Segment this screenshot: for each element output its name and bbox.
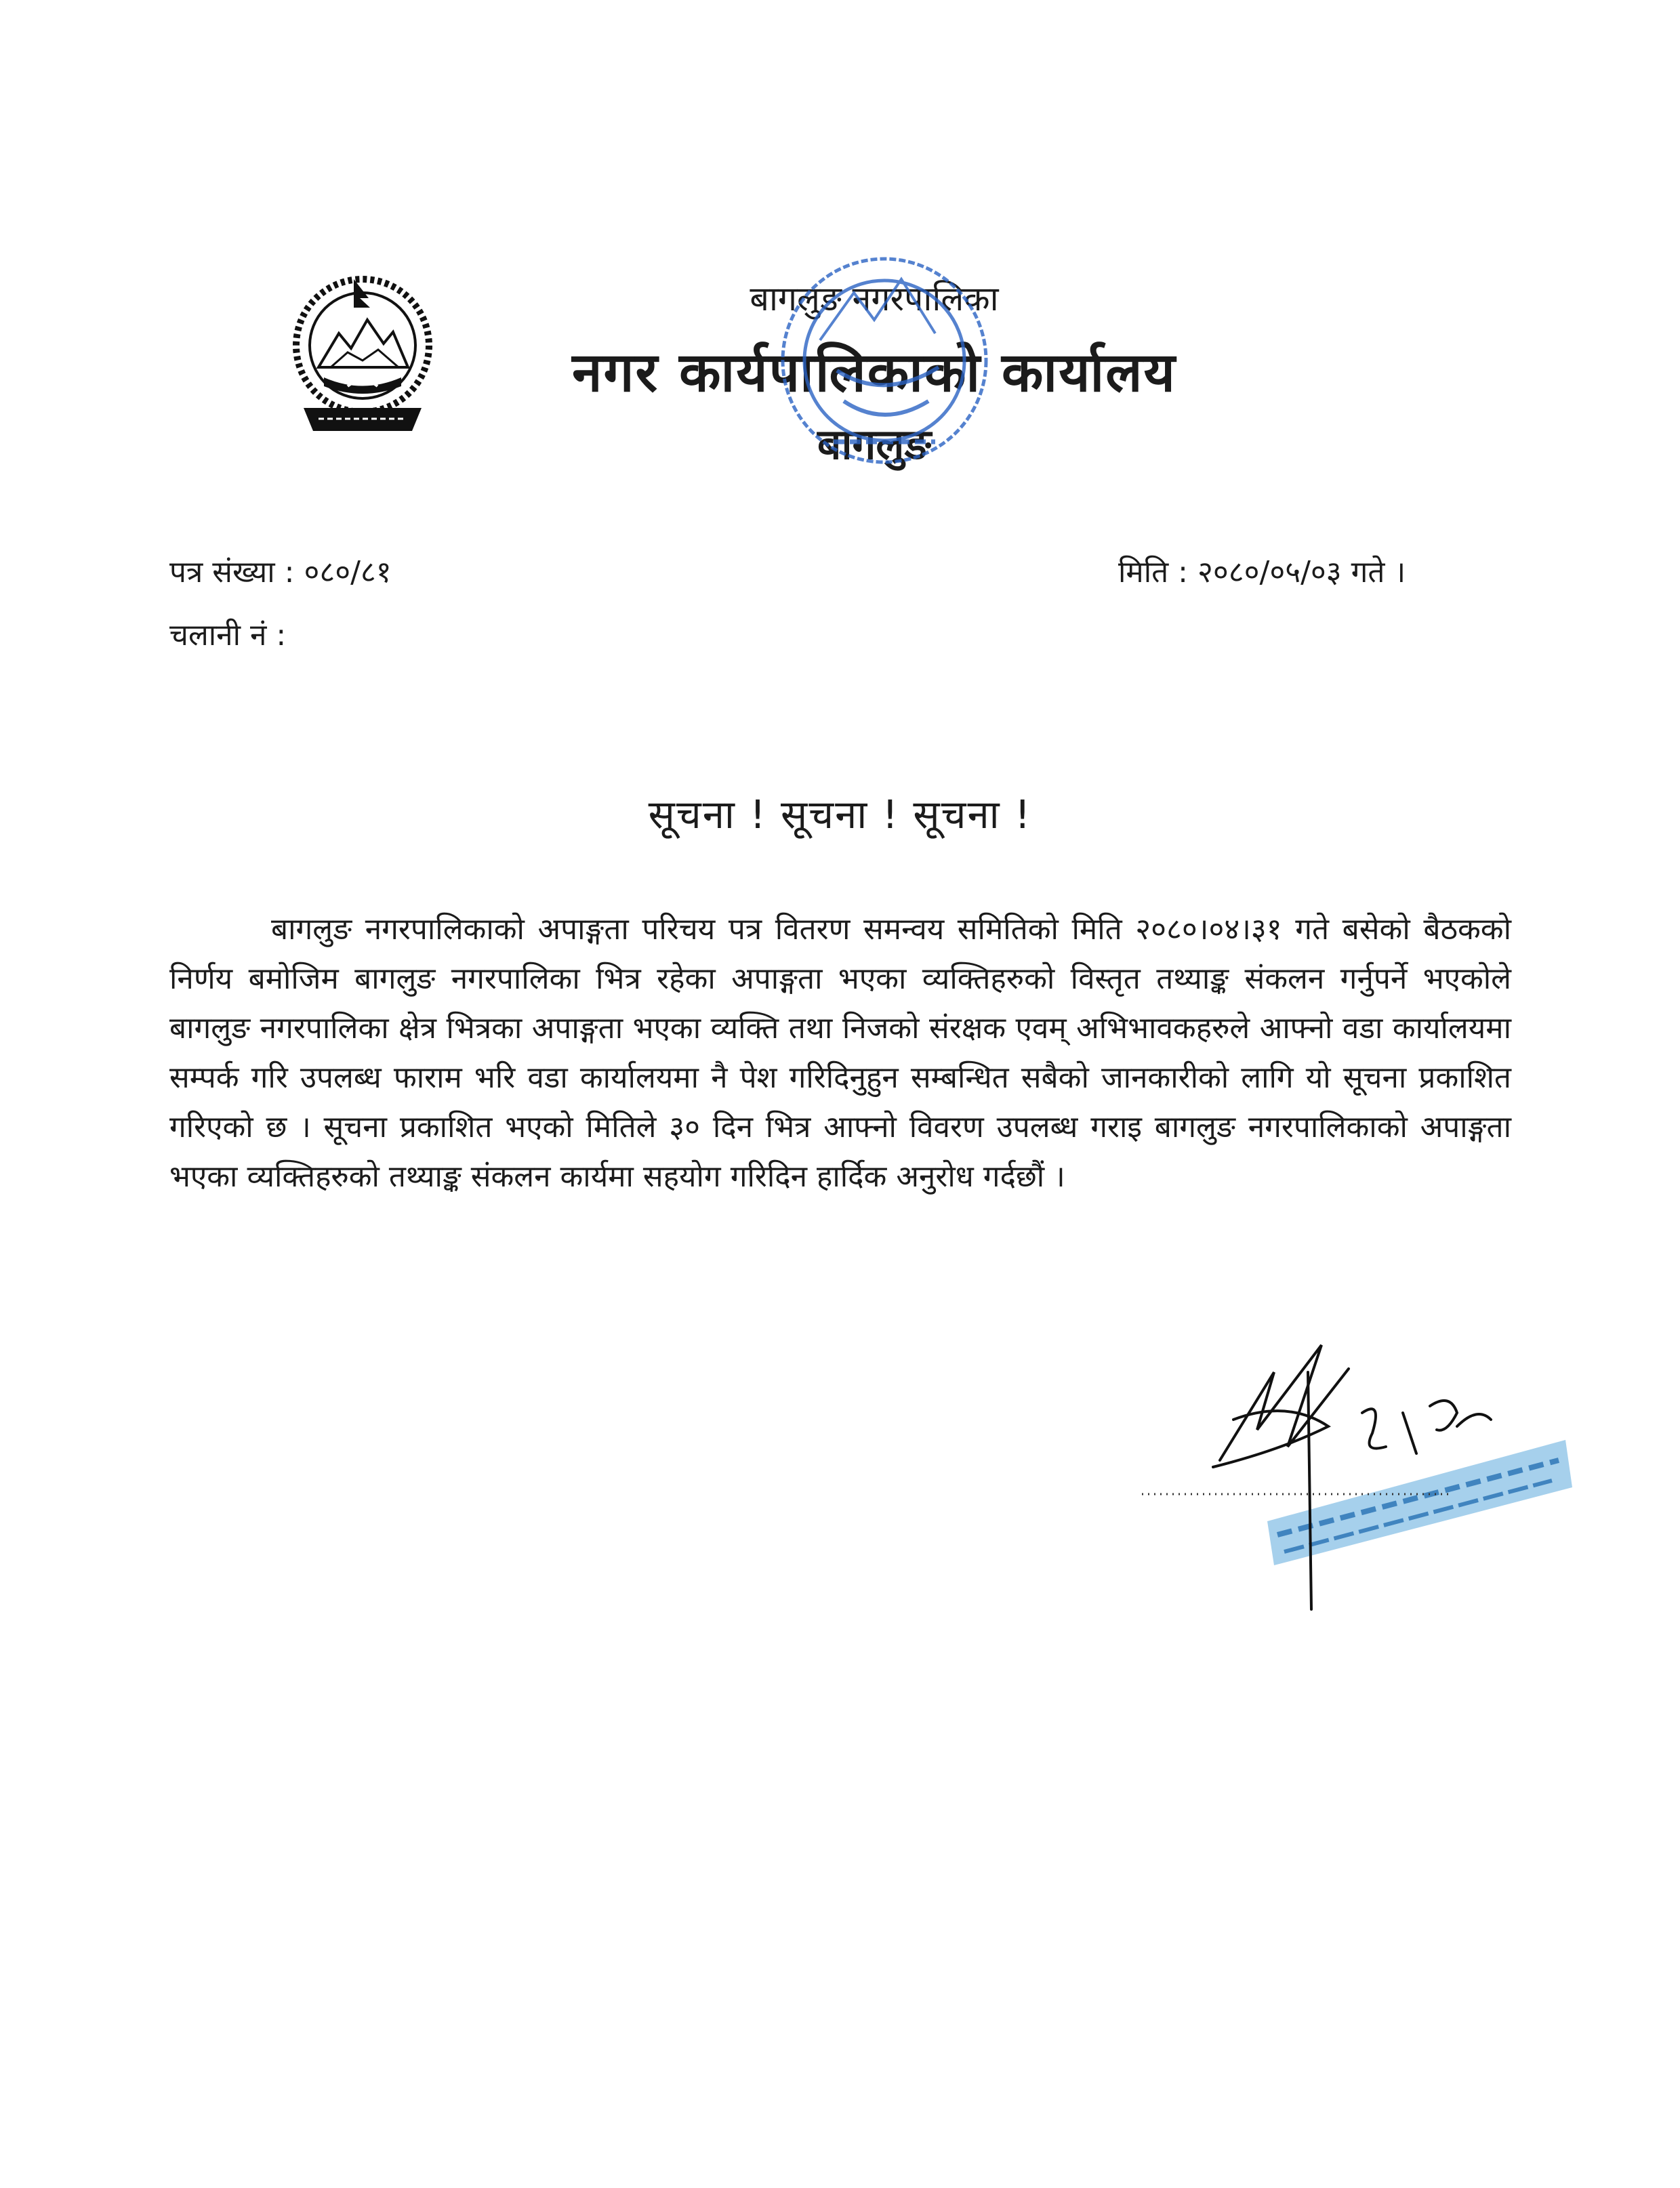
handwritten-signature-icon	[1139, 1332, 1572, 1616]
office-title: नगर कार्यपालिकाको कार्यालय	[572, 341, 1176, 404]
municipality-name: बागलुङ नगरपालिका	[750, 279, 999, 318]
nepal-government-emblem-icon	[283, 266, 442, 442]
dispatch-number: चलानी नं :	[169, 618, 287, 653]
office-location: बागलुङ	[817, 419, 931, 469]
notice-body: बागलुङ नगरपालिकाको अपाङ्गता परिचय पत्र वितरण समन्वय समितिको मिति २०८०।०४।३१ गते बसेको बैठकको निर्णय बमोजिम बागलुङ नगरपालिका भित्र रहेका अपाङ्गता भएका व्यक्तिहरुको विस्तृत तथ्याङ्क संकलन गर्नुपर्ने भएकोले बागलुङ नगरपालिका क्षेत्र भित्रका अपाङ्गता भएका व्यक्ति तथा निजको संरक्षक एवम् अभिभावकहरुले आफ्नो वडा कार्यालयमा सम्पर्क गरि उपलब्ध फाराम भरि वडा कार्यालयमा नै पेश गरिदिनुहुन सम्बन्धित सबैको जानकारीको लागि यो सूचना प्रकाशित गरिएको छ । सूचना प्रकाशित भएको मितिले ३० दिन भित्र आफ्नो विवरण उपलब्ध गराइ बागलुङ नगरपालिकाको अपाङ्गता भएका व्यक्तिहरुको तथ्याङ्क संकलन कार्यमा सहयोग गरिदिन हार्दिक अनुरोध गर्दछौं ।	[169, 912, 1511, 1194]
notice-title: सूचना ! सूचना ! सूचना !	[648, 791, 1032, 838]
reference-number: पत्र संख्या : ०८०/८१	[169, 555, 392, 590]
municipality-office-stamp-icon	[773, 239, 996, 489]
letter-date: मिति : २०८०/०५/०३ गते ।	[1118, 555, 1406, 590]
